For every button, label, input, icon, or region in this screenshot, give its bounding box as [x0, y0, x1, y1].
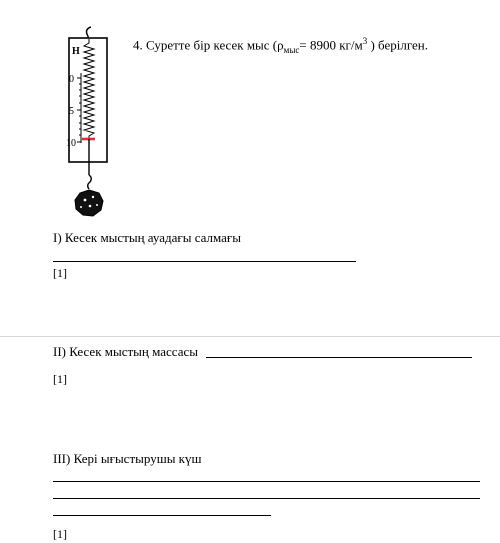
density-exponent: 3 — [362, 36, 368, 46]
part-1-answer-line[interactable] — [53, 261, 356, 262]
question-text-after: ) берілген. — [367, 37, 428, 53]
dynamometer-figure — [55, 25, 125, 225]
part-3-answer-line-1[interactable] — [53, 481, 480, 482]
section-divider — [0, 336, 500, 337]
part-1-mark: [1] — [53, 266, 67, 280]
unit-label: Н — [72, 46, 80, 57]
question-number: 4. — [133, 37, 143, 53]
part-1-label: I) Кесек мыстың ауадағы салмағы — [53, 230, 241, 245]
part-2-answer-line[interactable] — [206, 357, 472, 358]
density-subscript: мыс — [283, 44, 300, 55]
part-3-label: III) Кері ығыстырушы күш — [53, 451, 202, 466]
bottom-hook-icon — [88, 175, 92, 189]
part-3-answer-line-2[interactable] — [53, 498, 480, 499]
scale-label-5: 5 — [69, 106, 74, 117]
part-2-mark: [1] — [53, 372, 67, 386]
part-3-answer-line-3[interactable] — [53, 515, 271, 516]
scale-label-0: 0 — [69, 74, 74, 85]
copper-piece — [75, 190, 103, 216]
scale-label-10: 10 — [66, 138, 76, 149]
part-2-label: II) Кесек мыстың массасы — [53, 344, 199, 359]
part-3-mark: [1] — [53, 527, 67, 541]
density-value: = 8900 кг/м — [299, 37, 363, 53]
question-text-before: Суретте бір кесек мыс (ρ — [146, 37, 284, 53]
question-text — [133, 36, 428, 55]
